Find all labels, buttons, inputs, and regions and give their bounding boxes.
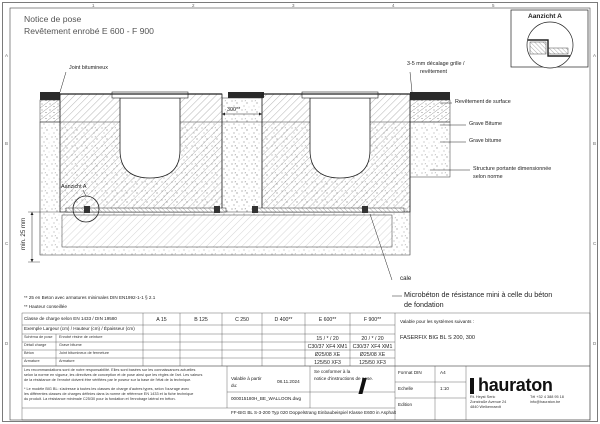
row-label-class: Classe de charge selon EN 1433 / DIN 19580: [24, 316, 117, 321]
channel-left: [60, 92, 222, 212]
row-3-sublabel: Armature: [59, 359, 75, 363]
company-address-1: Rt. Heyst Seric: [470, 395, 496, 399]
title-line-1: Notice de pose: [24, 14, 82, 24]
company-logo-text: hauraton: [478, 375, 553, 395]
cell-2-e600: Ø25/08 XE: [314, 352, 341, 358]
company-mail: info@hauraton.be: [530, 400, 561, 404]
file-reference: 000015180H_BE_WALLOON.dwg: [231, 396, 302, 401]
svg-text:C: C: [593, 241, 597, 246]
asphalt-right: [410, 92, 450, 100]
header-e600: E 600**: [318, 317, 337, 323]
small-print-0: Les recommandations sont de notre responsabilité. Elles sont basées sur les connaissances actuelles: [24, 368, 196, 372]
note-1: ** 25 en Beton avec armatures minimales DIN EN1992-1-1 § 2.1: [24, 295, 156, 300]
row-label-detail: Détail charge: [24, 343, 47, 347]
validity-title: Valable pour les systèmes suivants :: [400, 319, 474, 324]
notice-line-1: Se conformer à la: [314, 369, 351, 374]
valid-from-date: 08.11.2024: [277, 379, 300, 384]
note-2: ** Hauteur conseillée: [24, 304, 67, 309]
company-address-2: Zonstraße Avenue 24: [470, 400, 507, 404]
cell-3-e600: 125/50 XF3: [314, 360, 341, 366]
detail-view-title: Aanzicht A: [528, 13, 562, 20]
svg-text:B: B: [593, 141, 597, 146]
company-tel: Tél +32 4 388 95 18: [530, 395, 564, 399]
label-microbeton-2: de fondation: [404, 300, 444, 309]
row-0-sublabel: Enrobé résine de ceinture: [59, 335, 103, 339]
svg-text:2: 2: [192, 3, 195, 8]
cell-0-e600: 15 / * / 20: [316, 336, 339, 342]
scale-label: Echelle: [398, 386, 414, 391]
channel-right: [262, 92, 410, 212]
row-label-beton: Béton: [24, 351, 34, 355]
row-1-sublabel: Grave bitume: [59, 343, 82, 347]
small-print-2: de la résistance de l'enrobé doivent être vérifiées par le poseur sur la base de l'état de la technique.: [24, 378, 192, 382]
svg-text:5: 5: [492, 3, 495, 8]
svg-text:C: C: [5, 241, 9, 246]
svg-text:A: A: [593, 53, 597, 58]
row-label-example: Exemple Largeur (cm) / Hauteur (cm) / Épaisseur (cm): [24, 326, 135, 331]
notice-line-2: notice d'instructions de pose.: [314, 376, 374, 381]
label-grave-bitume-2: Grave bitume: [469, 138, 502, 144]
label-cale: cale: [400, 275, 412, 282]
cell-1-e600: C30/37 XF4 XM1: [307, 344, 348, 350]
small-print-5: du produit. La résistance minimale C25/30 pour la fondation et l'enrobage latéral en béton.: [24, 397, 176, 401]
scale-value: 1:10: [440, 386, 449, 391]
svg-text:D: D: [5, 341, 9, 346]
format-value: A4: [440, 370, 446, 375]
footer-title: FF-BIG BL S-3-200 Typ 020 Doppelstrang Einbaubeispiel Klasse E600 in Asphalt: [231, 410, 396, 415]
svg-text:D: D: [593, 341, 597, 346]
row-label-schema: Schéma de pose: [24, 335, 53, 339]
hauraton-logo-mark: [358, 378, 474, 394]
svg-text:1: 1: [92, 3, 95, 8]
small-print-4: les différentes classes de charges définies dans la norme de référence EN 1433 et la fiche technique: [24, 392, 194, 396]
label-decalage-1: 3-5 mm décalage grille /: [407, 61, 465, 67]
label-microbeton-1: Microbéton de résistance mini à celle du béton: [404, 290, 553, 299]
svg-text:3: 3: [292, 3, 295, 8]
svg-text:B: B: [5, 141, 9, 146]
header-a15: A 15: [156, 317, 167, 323]
title-line-2: Revêtement enrobé E 600 - F 900: [24, 26, 154, 36]
label-aanzicht-a: Aanzicht A: [61, 184, 87, 190]
label-revetement: Revêtement de surface: [455, 99, 511, 105]
small-print-3: * Le modèle BIG BL: s'adresse à toutes les classes de charge d'autres types, selon l'ouvrage avec: [24, 387, 190, 391]
label-grave-bitume-1: Grave Bitume: [469, 121, 502, 127]
cell-3-f900: 125/50 XF3: [359, 360, 386, 366]
company-address-3: 4840 Welkenraedt: [470, 405, 501, 409]
valid-from-label-2: du:: [231, 383, 238, 388]
label-structure-2: selon norme: [473, 174, 503, 180]
cell-1-f900: C30/37 XF4 XM1: [352, 344, 393, 350]
format-label: Format DIN: [398, 370, 422, 375]
cross-section: [28, 69, 470, 296]
valid-from-label: Valable à partir: [231, 376, 262, 381]
edition-label: Edition: [398, 402, 413, 407]
label-min-25: min. 25 mm: [20, 217, 27, 250]
row-label-armature: Armature: [24, 359, 40, 363]
svg-text:A: A: [5, 53, 9, 58]
header-d400: D 400**: [274, 317, 293, 323]
label-decalage-2: revêtement: [420, 69, 447, 75]
asphalt-left: [40, 92, 60, 100]
label-dim-300: 300**: [227, 107, 241, 113]
label-joint: Joint bitumineux: [69, 65, 108, 71]
validity-systems: FASERFIX BIG BL S 200, 300: [400, 335, 476, 341]
cell-2-f900: Ø25/08 XE: [359, 352, 386, 358]
row-2-sublabel: Joint bitumineux de fermeture: [59, 351, 110, 355]
header-f900: F 900**: [363, 317, 382, 323]
header-c250: C 250: [235, 317, 249, 323]
header-b125: B 125: [194, 317, 208, 323]
cell-0-f900: 20 / * / 20: [361, 336, 384, 342]
label-structure-1: Structure portante dimensionnée: [473, 166, 552, 172]
small-print-1: selon la norme en vigueur, les directives de conception et de pose ainsi que les règles de l'art. Les valeurs: [24, 373, 203, 377]
svg-text:4: 4: [392, 3, 395, 8]
